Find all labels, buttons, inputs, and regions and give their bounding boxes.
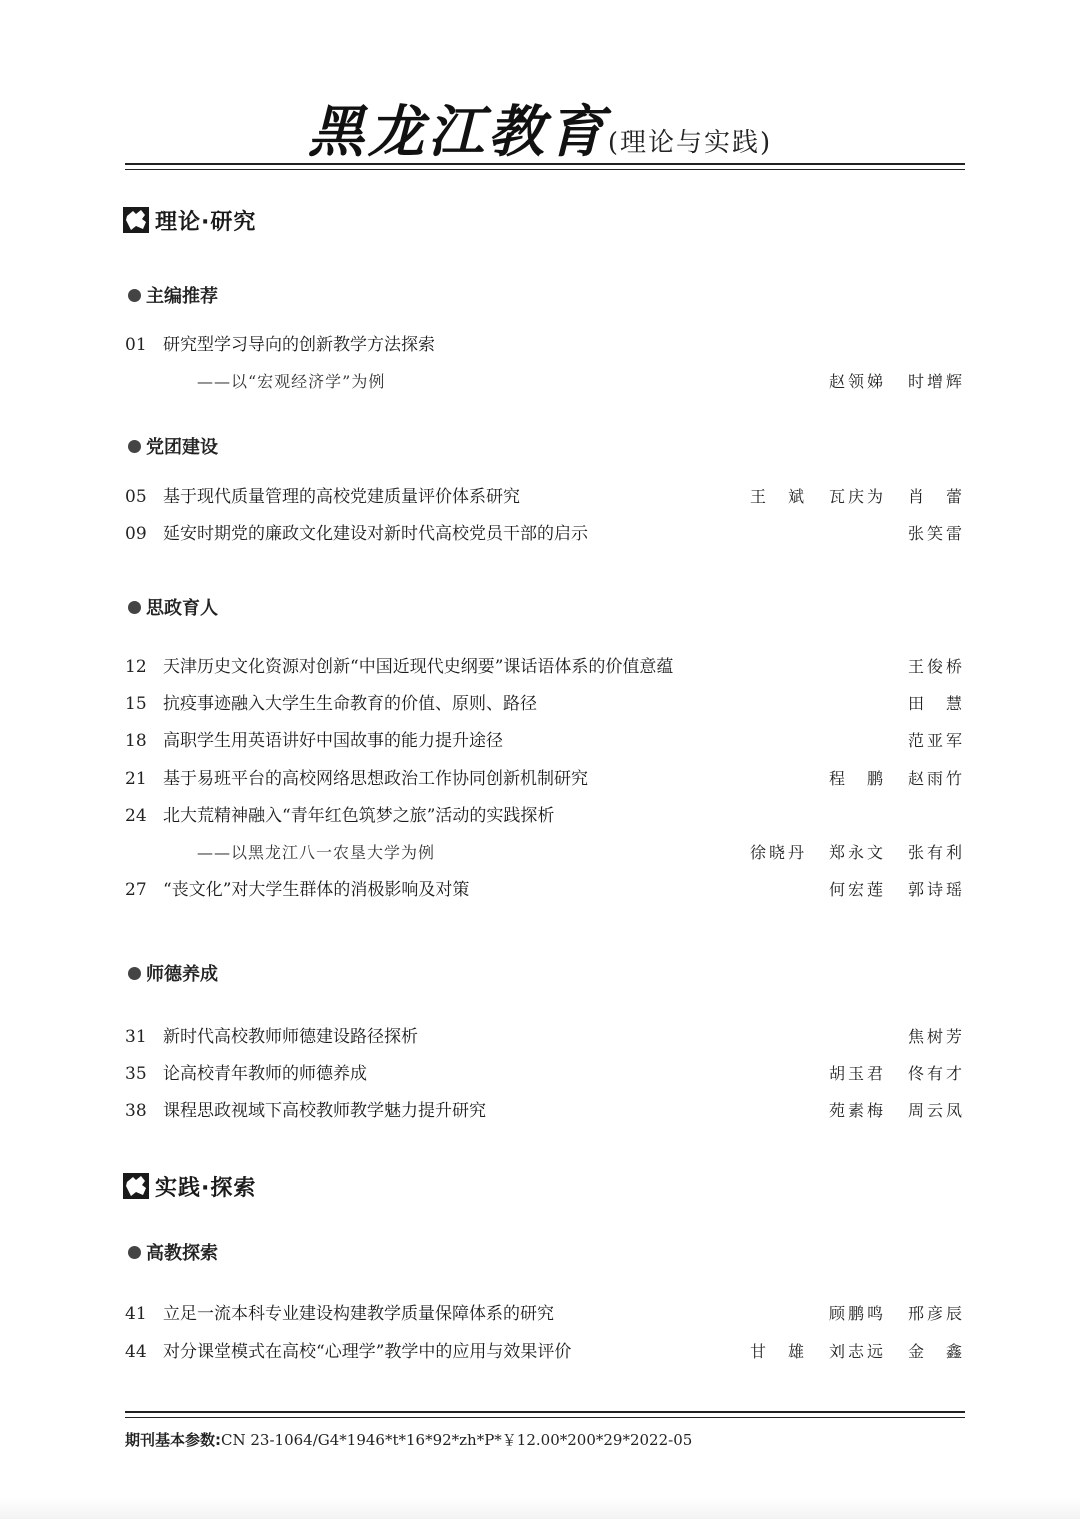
article-title: 抗疫事迹融入大学生生命教育的价值、原则、路径: [163, 694, 537, 714]
column-title: 党团建设: [146, 437, 218, 458]
page-number: 24: [125, 806, 147, 826]
masthead: [0, 88, 1080, 168]
journal-title: 黑龙江教育: [307, 99, 608, 165]
article-authors: [829, 1096, 965, 1126]
page-number: 12: [125, 657, 147, 677]
journal-parameters: [125, 1429, 692, 1450]
toc-entry-continuation: [125, 367, 965, 397]
article-title: 新时代高校教师师德建设路径探析: [163, 1027, 418, 1047]
toc-entry[interactable]: [125, 1299, 965, 1329]
toc-entry[interactable]: [125, 1022, 965, 1052]
article-authors: [750, 1337, 965, 1367]
author: 王俊桥: [907, 657, 965, 676]
toc-entry[interactable]: [125, 1337, 965, 1367]
article-title: 延安时期党的廉政文化建设对新时代高校党员干部的启示: [163, 524, 588, 544]
toc-entry[interactable]: [125, 875, 965, 905]
author: 张笑雷: [907, 524, 965, 543]
author: 何宏莲: [828, 880, 886, 899]
map-emblem-icon: [123, 1173, 149, 1199]
article-authors: [829, 1059, 965, 1089]
page-number: 05: [125, 487, 147, 507]
bullet-icon: [128, 289, 141, 302]
page-number: 27: [125, 880, 147, 900]
toc-entry[interactable]: [125, 330, 965, 360]
article-title: 研究型学习导向的创新教学方法探索: [163, 335, 435, 355]
column-heading-party-building: [128, 433, 218, 459]
article-authors: [829, 367, 965, 397]
map-emblem-icon: [123, 207, 149, 233]
article-authors: [908, 1022, 965, 1052]
author: 张有利: [907, 843, 965, 862]
article-authors: [908, 652, 965, 682]
article-authors: [829, 1299, 965, 1329]
author: 程 鹏: [828, 769, 886, 788]
author: 金 鑫: [907, 1342, 965, 1361]
footer-rule: [125, 1411, 965, 1418]
article-authors: [829, 875, 965, 905]
column-title: 思政育人: [146, 598, 218, 619]
page-number: 01: [125, 335, 147, 355]
page-number: 15: [125, 694, 147, 714]
author: 郭诗瑶: [907, 880, 965, 899]
author: 肖 蕾: [907, 487, 965, 506]
article-authors: [750, 838, 965, 868]
bullet-icon: [128, 601, 141, 614]
column-title: 高教探索: [146, 1243, 218, 1264]
page-number: 35: [125, 1064, 147, 1084]
author: 刘志远: [828, 1342, 886, 1361]
column-heading-teacher-ethics: [128, 960, 218, 986]
author: 时增辉: [907, 372, 965, 391]
page-bottom-edge: [0, 1497, 1080, 1519]
section-heading-practice: [123, 1170, 256, 1202]
section-heading-theory: [123, 204, 256, 236]
article-subtitle: ——以“宏观经济学”为例: [197, 372, 386, 391]
author: 胡玉君: [828, 1064, 886, 1083]
toc-entry[interactable]: [125, 726, 965, 756]
page-number: 09: [125, 524, 147, 544]
bullet-icon: [128, 1246, 141, 1259]
page-number: 21: [125, 769, 147, 789]
toc-entry[interactable]: [125, 1059, 965, 1089]
bullet-icon: [128, 967, 141, 980]
bullet-icon: [128, 440, 141, 453]
article-authors: [829, 764, 965, 794]
masthead-rule: [125, 163, 965, 170]
page-number: 18: [125, 731, 147, 751]
toc-entry[interactable]: [125, 689, 965, 719]
toc-entry[interactable]: [125, 482, 965, 512]
author: 田 慧: [907, 694, 965, 713]
article-title: 立足一流本科专业建设构建教学质量保障体系的研究: [163, 1304, 554, 1324]
parameters-label: 期刊基本参数:: [125, 1431, 221, 1449]
author: 周云凤: [907, 1101, 965, 1120]
column-title: 师德养成: [146, 964, 218, 985]
article-title: 北大荒精神融入“青年红色筑梦之旅”活动的实践探析: [163, 806, 555, 826]
column-title: 主编推荐: [146, 286, 218, 307]
author: 顾鹏鸣: [828, 1304, 886, 1323]
article-authors: [908, 519, 965, 549]
article-title: 基于易班平台的高校网络思想政治工作协同创新机制研究: [163, 769, 588, 789]
author: 苑素梅: [828, 1101, 886, 1120]
page-number: 38: [125, 1101, 147, 1121]
parameters-value: CN 23-1064/G4*1946*t*16*92*zh*P*￥12.00*200*29*2022-05: [221, 1431, 693, 1449]
journal-subtitle: (理论与实践): [607, 128, 773, 158]
author: 赵领娣: [828, 372, 886, 391]
column-heading-higher-education: [128, 1239, 218, 1265]
article-title: 基于现代质量管理的高校党建质量评价体系研究: [163, 487, 520, 507]
page-number: 31: [125, 1027, 147, 1047]
article-title: 论高校青年教师的师德养成: [163, 1064, 367, 1084]
author: 郑永文: [828, 843, 886, 862]
article-title: 对分课堂模式在高校“心理学”教学中的应用与效果评价: [163, 1342, 572, 1362]
page-number: 41: [125, 1304, 147, 1324]
author: 赵雨竹: [907, 769, 965, 788]
toc-entry[interactable]: [125, 801, 965, 831]
author: 王 斌: [749, 487, 807, 506]
author: 邢彦辰: [907, 1304, 965, 1323]
article-authors: [750, 482, 965, 512]
column-heading-ideological-education: [128, 594, 218, 620]
article-title: “丧文化”对大学生群体的消极影响及对策: [163, 880, 470, 900]
toc-entry[interactable]: [125, 519, 965, 549]
author: 佟有才: [907, 1064, 965, 1083]
page-number: 44: [125, 1342, 147, 1362]
article-authors: [908, 726, 965, 756]
article-title: 天津历史文化资源对创新“中国近现代史纲要”课话语体系的价值意蕴: [163, 657, 674, 677]
author: 甘 雄: [749, 1342, 807, 1361]
article-title: 高职学生用英语讲好中国故事的能力提升途径: [163, 731, 503, 751]
toc-entry[interactable]: [125, 1096, 965, 1126]
section-title: 实践·探索: [155, 1175, 257, 1201]
author: 徐晓丹: [749, 843, 807, 862]
toc-entry[interactable]: [125, 764, 965, 794]
author: 瓦庆为: [828, 487, 886, 506]
section-title: 理论·研究: [155, 209, 257, 235]
toc-entry[interactable]: [125, 652, 965, 682]
toc-entry-continuation: [125, 838, 965, 868]
article-authors: [908, 689, 965, 719]
article-subtitle: ——以黑龙江八一农垦大学为例: [197, 843, 436, 862]
author: 焦树芳: [907, 1027, 965, 1046]
article-title: 课程思政视域下高校教师教学魅力提升研究: [163, 1101, 486, 1121]
author: 范亚军: [907, 731, 965, 750]
column-heading-editor-picks: [128, 282, 218, 308]
